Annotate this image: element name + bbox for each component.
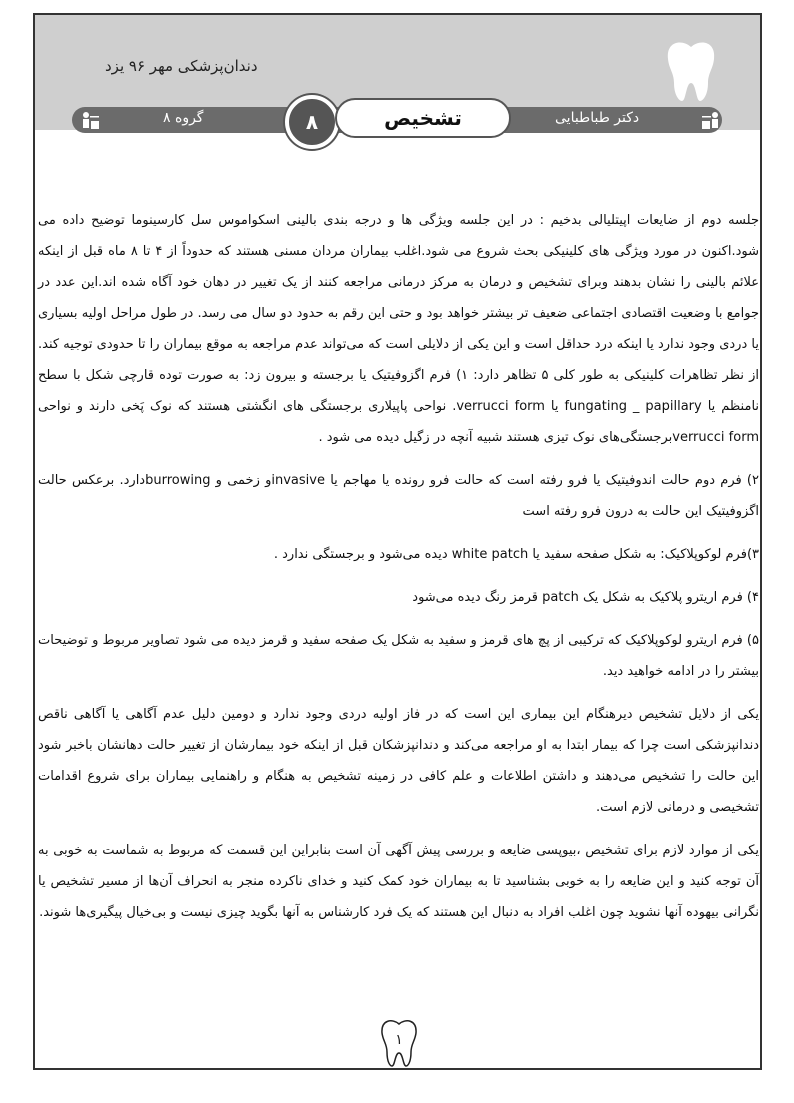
- paragraph-7: یکی از موارد لازم برای تشخیص ،بیوپسی ضایعه و بررسی پیش آگهی آن است بنابراین این قسمت که مربوط به شماست به خوبی به آن توجه کنید و این ضایعه را به خوبی بشناسید تا به بیماران خود کمک کنید و خدای ناکرده منجر به انحراف آن‌ها از مسیر تشخیص یا نگرانی بیهوده آنها نشوید چون اغلب افراد به دنبال این هستند که یک فرد کارشناس به آنها بگوید چیزی نیست و بی‌خیال پیگیری‌ها شوند.: [38, 843, 759, 920]
- teacher-icon: [79, 110, 101, 132]
- paragraph-1: جلسه دوم از ضایعات اپیتلیالی بدخیم : در این جلسه ویژگی ها و درجه بندی بالینی اسکواموس سل کارسینوما توضیح داده می شود.اکنون در مورد ویژگی های کلینیکی بحث شروع می شود.اغلب بیماران مردان مسنی هستند که حدوداً از ۴ تا ۸ ماه قبل از اینکه علائم بالینی را نشان بدهند وبرای تشخیص و درمان به مرکز درمانی مراجعه کنند از یک تغییر در دهان خود آگاه شده اند.این عدد در جوامع با وضعیت اقتصادی اجتماعی ضعیف تر بیشتر خواهد بود و حتی این رقم به حدود دو سال می رسد. در طول مراحل اولیه بسیاری یا دردی وجود ندارد یا اینکه درد حداقل است و این یکی از دلایلی است که می‌تواند عدم مراجعه به موقع بیماران را تا حدودی توجیه کند. از نظر تظاهرات کلینیکی به طور کلی ۵ تظاهر دارد: ۱) فرم اگزوفیتیک یا برجسته و بیرون زد: به صورت توده قارچی شکل با سطح نامنظم یا fungating _ papillary یا verrucci form. نواحی پاپیلاری برجستگی های انگشتی هستند که نوک پَخی دارند و نواحی verrucci formبرجستگی‌های نوک تیزی هستند شبیه آنچه در زگیل دیده می شود .: [38, 213, 760, 445]
- page-number: ۱: [395, 1032, 403, 1048]
- body-text: [38, 205, 759, 940]
- paragraph-3: ۳)فرم لوکوپلاکیک: به شکل صفحه سفید یا white patch دیده می‌شود و برجستگی ندارد .: [273, 547, 759, 562]
- footer-tooth-icon: [378, 1018, 420, 1068]
- page-frame: [33, 13, 762, 1070]
- course-label: دندان‌پزشکی مهر ۹۶ یزد: [105, 57, 258, 75]
- doctor-label: دکتر طباطبایی: [555, 110, 640, 126]
- paragraph-2: ۲) فرم دوم حالت اندوفیتیک یا فرو رفته است که حالت فرو رونده یا مهاجم یا invasiveو زخمی و burrowingدارد. برعکس حالت اگزوفیتیک این حالت به درون فرو رفته است: [38, 473, 759, 519]
- paragraph-6: یکی از دلایل تشخیص دیرهنگام این بیماری این است که در فاز اولیه دردی وجود ندارد و دومین دلیل عدم آگاهی یا آگاهی ناقص دندانپزشکی است چرا که بیمار ابتدا به او مراجعه می‌کند و دندانپزشکان قبل از اینکه خود بیمارشان از تغییر حالت دهانشان باخبر شود این حالت را تشخیص می‌دهند و داشتن اطلاعات و علم کافی در زمینه تشخیص به هنگام و راهنمایی بیماران برای شروع اقدامات تشخیصی و درمانی لازم است.: [38, 707, 759, 815]
- paragraph-4: ۴) فرم اریترو پلاکیک به شکل یک patch قرمز رنگ دیده می‌شود: [412, 590, 759, 605]
- group-label: گروه ۸: [163, 110, 204, 126]
- paragraph-5: ۵) فرم اریترو لوکوپلاکیک که ترکیبی از پچ های قرمز و سفید به شکل یک صفحه سفید و قرمز دیده می شود تصاویر مربوط و توضیحات بیشتر را در ادامه خواهید دید.: [38, 633, 759, 679]
- lecturer-icon: [700, 110, 722, 132]
- page-title: تشخیص: [335, 98, 511, 138]
- tooth-logo-icon: [662, 39, 720, 103]
- session-number: ۸: [285, 95, 339, 149]
